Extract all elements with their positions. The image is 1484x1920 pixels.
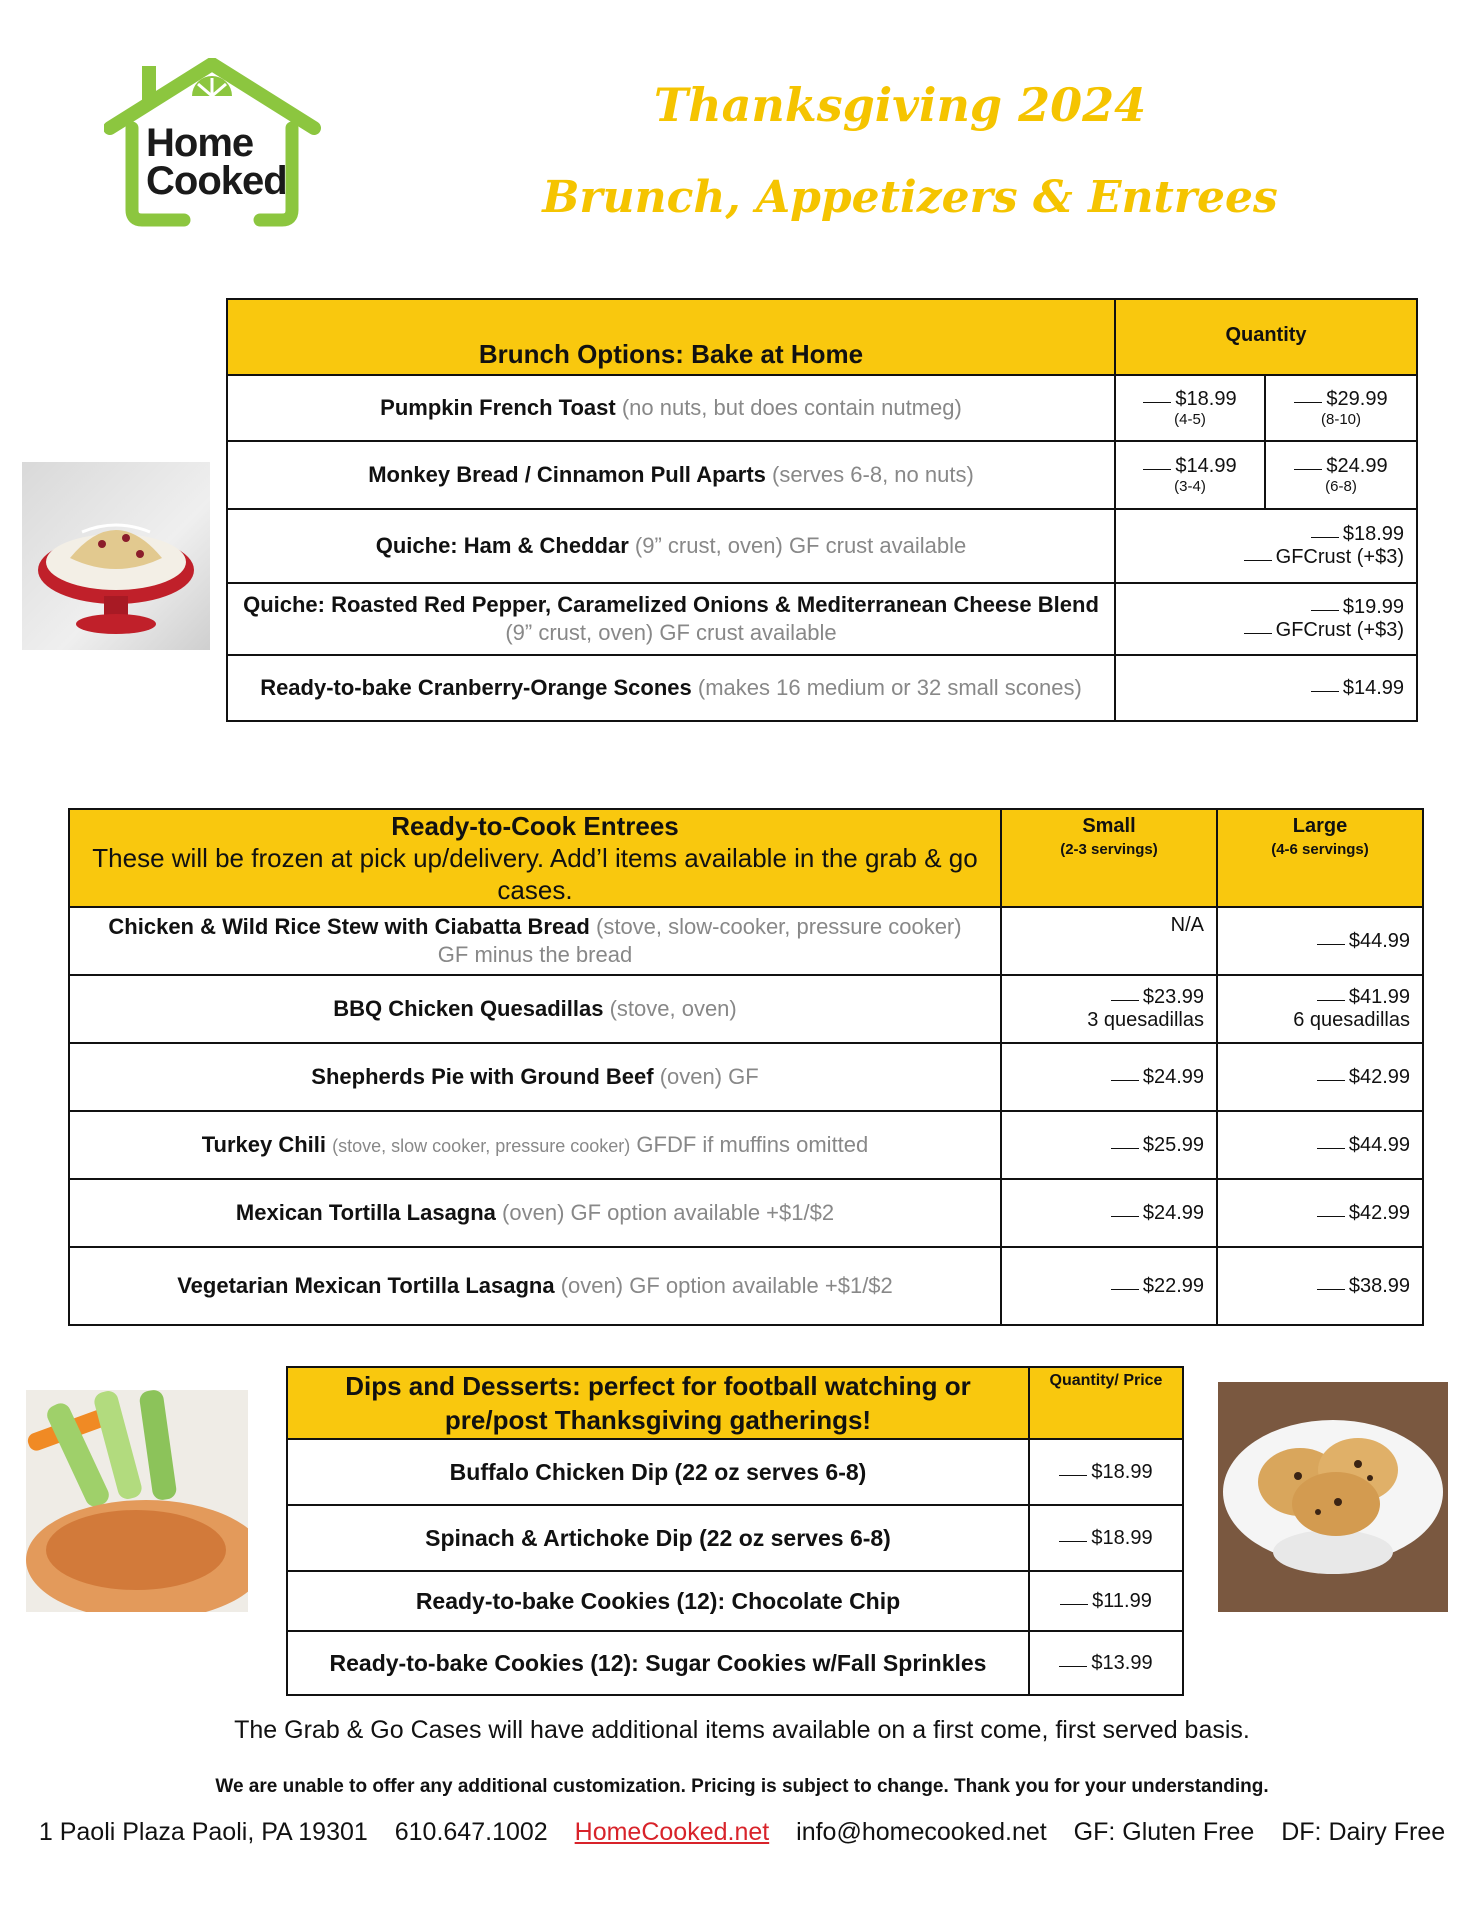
small-quantity[interactable]: $24.99 <box>1001 1179 1217 1247</box>
dip-item-1: Buffalo Chicken Dip (22 oz serves 6-8) <box>287 1439 1029 1505</box>
brunch-header: Brunch Options: Bake at Home <box>227 299 1115 375</box>
table-row <box>227 375 1417 441</box>
table-row <box>227 655 1417 721</box>
quantity-field[interactable]: $18.99 (4-5) <box>1115 375 1265 441</box>
brunch-item-2: Monkey Bread / Cinnamon Pull Aparts (serves 6-8, no nuts) <box>227 441 1115 509</box>
brunch-item-5: Ready-to-bake Cranberry-Orange Scones (makes 16 medium or 32 small scones) <box>227 655 1115 721</box>
entree-item-3: Shepherds Pie with Ground Beef (oven) GF <box>69 1043 1001 1111</box>
entrees-table <box>68 808 1424 1326</box>
table-row <box>69 1111 1423 1179</box>
phone: 610.647.1002 <box>394 1818 548 1846</box>
quantity-field[interactable]: $18.99 <box>1029 1439 1183 1505</box>
entree-item-4: Turkey Chili (stove, slow cooker, pressure cooker) GFDF if muffins omitted <box>69 1111 1001 1179</box>
entree-item-1: Chicken & Wild Rice Stew with Ciabatta Bread (stove, slow-cooker, pressure cooker) GF minus the bread <box>69 907 1001 975</box>
dip-item-2: Spinach & Artichoke Dip (22 oz serves 6-8) <box>287 1505 1029 1571</box>
website-link[interactable]: HomeCooked.net <box>574 1818 770 1846</box>
quantity-field[interactable]: $18.99 GFCrust (+$3) <box>1115 509 1417 583</box>
small-quantity[interactable]: $23.99 3 quesadillas <box>1001 975 1217 1043</box>
logo-line1: Home <box>146 121 254 165</box>
dips-desserts-table <box>286 1366 1184 1696</box>
entrees-header: Ready-to-Cook Entrees These will be frozen at pick up/delivery. Add’l items available in the grab & go cases. <box>69 809 1001 907</box>
table-row <box>69 1043 1423 1111</box>
quantity-field[interactable]: $29.99 (8-10) <box>1265 375 1417 441</box>
table-row <box>287 1631 1183 1695</box>
large-quantity[interactable]: $38.99 <box>1217 1247 1423 1325</box>
large-quantity[interactable]: $41.99 6 quesadillas <box>1217 975 1423 1043</box>
dips-header: Dips and Desserts: perfect for football watching or pre/post Thanksgiving gatherings! <box>287 1367 1029 1439</box>
quantity-field[interactable]: $14.99 (3-4) <box>1115 441 1265 509</box>
quantity-field[interactable]: $24.99 (6-8) <box>1265 441 1417 509</box>
table-row <box>227 583 1417 655</box>
large-quantity[interactable]: $44.99 <box>1217 907 1423 975</box>
brunch-item-1: Pumpkin French Toast (no nuts, but does contain nutmeg) <box>227 375 1115 441</box>
quantity-field[interactable]: $14.99 <box>1115 655 1417 721</box>
logo-line2: Cooked <box>146 159 287 203</box>
small-quantity: N/A <box>1001 907 1217 975</box>
logo-mark: . <box>286 159 297 203</box>
table-row <box>69 1179 1423 1247</box>
entree-item-2: BBQ Chicken Quesadillas (stove, oven) <box>69 975 1001 1043</box>
home-cooked-logo <box>104 58 354 228</box>
table-row <box>69 1247 1423 1325</box>
brunch-quantity-header: Quantity <box>1115 299 1417 375</box>
disclaimer: We are unable to offer any additional customization. Pricing is subject to change. Thank you for your understanding. <box>215 1776 1269 1797</box>
grab-go-note: The Grab & Go Cases will have additional items available on a first come, first served basis. <box>234 1716 1250 1744</box>
table-row <box>69 975 1423 1043</box>
address: 1 Paoli Plaza Paoli, PA 19301 <box>38 1818 368 1846</box>
df-legend: DF: Dairy Free <box>1281 1818 1446 1846</box>
table-row <box>69 907 1423 975</box>
small-quantity[interactable]: $22.99 <box>1001 1247 1217 1325</box>
quantity-field[interactable]: $18.99 <box>1029 1505 1183 1571</box>
large-quantity[interactable]: $42.99 <box>1217 1179 1423 1247</box>
brunch-table <box>226 298 1418 722</box>
gf-legend: GF: Gluten Free <box>1073 1818 1255 1846</box>
table-row <box>227 441 1417 509</box>
cookies-plate-photo <box>1218 1382 1448 1612</box>
entree-item-6: Vegetarian Mexican Tortilla Lasagna (oven) GF option available +$1/$2 <box>69 1247 1001 1325</box>
large-header: Large (4-6 servings) <box>1217 809 1423 907</box>
table-row <box>227 509 1417 583</box>
entree-item-5: Mexican Tortilla Lasagna (oven) GF option available +$1/$2 <box>69 1179 1001 1247</box>
dip-item-3: Ready-to-bake Cookies (12): Chocolate Chip <box>287 1571 1029 1631</box>
quantity-price-header: Quantity/ Price <box>1029 1367 1183 1439</box>
brunch-item-3: Quiche: Ham & Cheddar (9” crust, oven) GF crust available <box>227 509 1115 583</box>
table-row <box>287 1439 1183 1505</box>
page-title: Thanksgiving 2024 <box>653 78 1147 132</box>
dip-item-4: Ready-to-bake Cookies (12): Sugar Cookies w/Fall Sprinkles <box>287 1631 1029 1695</box>
small-header: Small (2-3 servings) <box>1001 809 1217 907</box>
contact-line <box>0 1818 1484 1847</box>
small-quantity[interactable]: $24.99 <box>1001 1043 1217 1111</box>
logo-wordmark <box>146 121 297 203</box>
quantity-field[interactable]: $11.99 <box>1029 1571 1183 1631</box>
quantity-field[interactable]: $13.99 <box>1029 1631 1183 1695</box>
scone-cake-stand-photo <box>22 462 210 650</box>
page-subtitle: Brunch, Appetizers & Entrees <box>542 172 1278 223</box>
large-quantity[interactable]: $44.99 <box>1217 1111 1423 1179</box>
small-quantity[interactable]: $25.99 <box>1001 1111 1217 1179</box>
quantity-field[interactable]: $19.99 GFCrust (+$3) <box>1115 583 1417 655</box>
large-quantity[interactable]: $42.99 <box>1217 1043 1423 1111</box>
brunch-item-4: Quiche: Roasted Red Pepper, Caramelized Onions & Mediterranean Cheese Blend (9” crust, oven) GF crust available <box>227 583 1115 655</box>
buffalo-dip-celery-photo <box>26 1390 248 1612</box>
table-row <box>287 1505 1183 1571</box>
table-row <box>287 1571 1183 1631</box>
email[interactable]: info@homecooked.net <box>796 1818 1047 1846</box>
